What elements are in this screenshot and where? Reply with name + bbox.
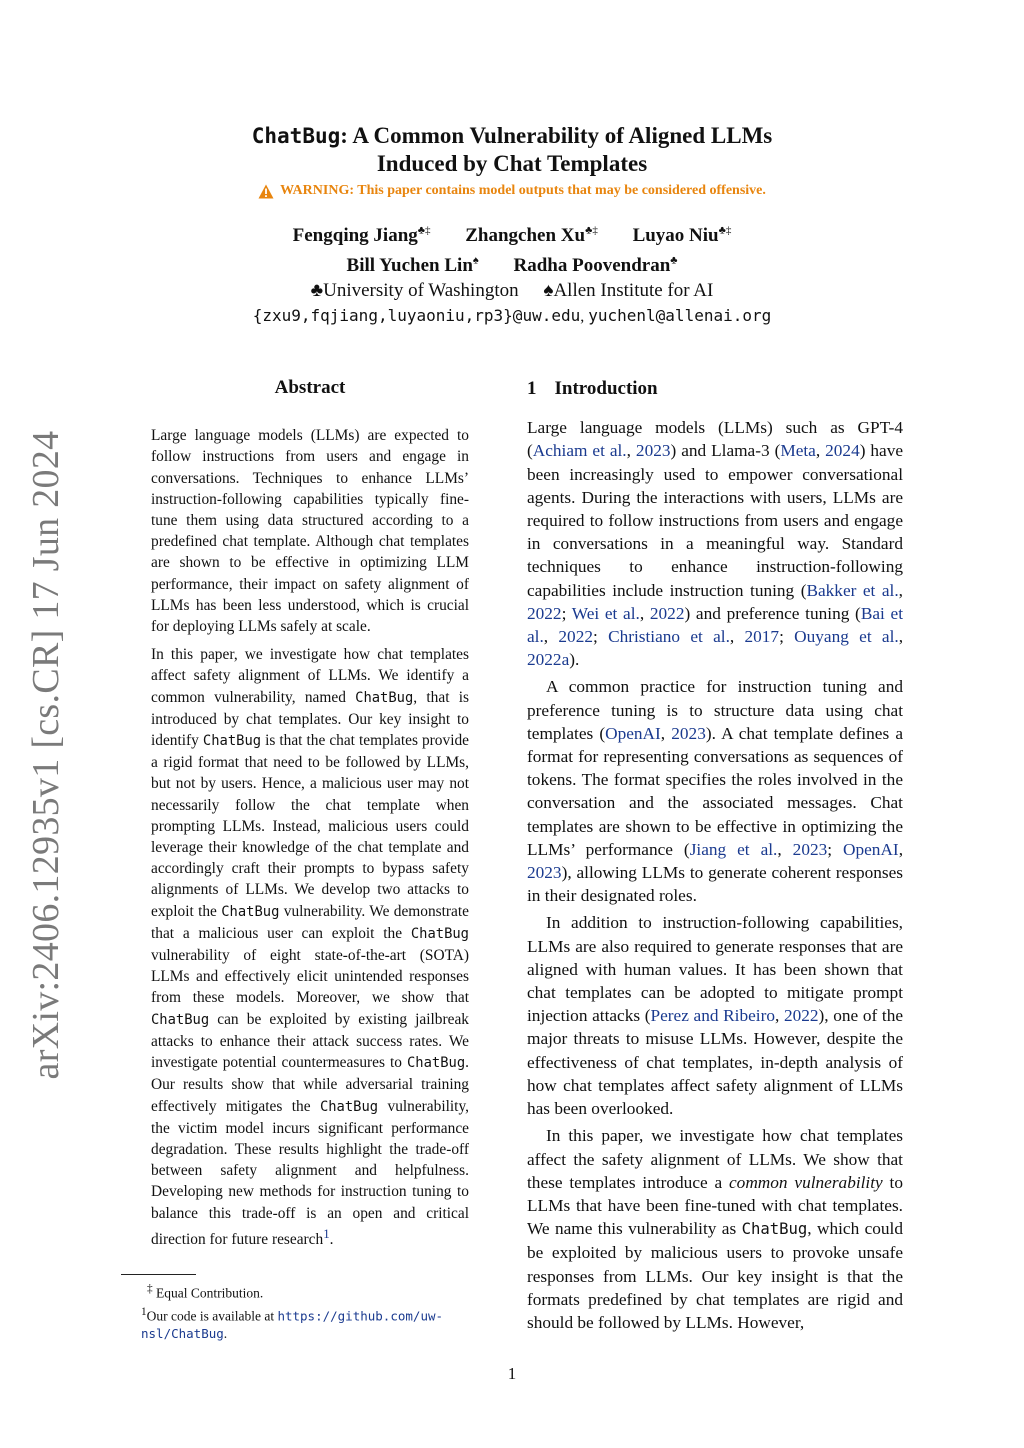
- author: Fengqing Jiang♣‡: [292, 225, 431, 247]
- citation-link[interactable]: 2022: [649, 603, 685, 623]
- arxiv-identifier: arXiv:2406.12935v1 [cs.CR] 17 Jun 2024: [25, 430, 67, 1080]
- abstract-paragraph: In this paper, we investigate how chat templates affect safety alignment of LLMs. We identify a common vulnerability, named ChatBug, that is introduced by chat templates. Our key insight to identify ChatBug is that the chat templates provide a rigid format that need to be followed by LLMs, but not by users. Hence, a malicious user may not necessarily follow the chat template when prompting LLMs. Instead, malicious users could leverage their knowledge of the chat template and accordingly craft their prompts to bypass safety alignments of LLMs. We develop two attacks to exploit the ChatBug vulnerability. We demonstrate that a malicious user can exploit the ChatBug vulnerability of eight state-of-the-art (SOTA) LLMs and effectively elicit unintended responses from these models. Moreover, we show that ChatBug can be exploited by existing jailbreak attacks to enhance their attack success rates. We investigate potential countermeasures to ChatBug. Our results show that while adversarial training effectively mitigates the ChatBug vulnerability, the victim model incurs significant performance degradation. These results highlight the trade-off between safety alignment and helpfulness. Developing new methods for instruction tuning to balance this trade-off is an open and critical direction for future research$^1$.: [151, 646, 470, 1248]
- citation-link[interactable]: Jiang et al.: [689, 839, 778, 859]
- citation-link[interactable]: 2024: [825, 441, 860, 461]
- citation-link[interactable]: 2022: [783, 1006, 819, 1026]
- author-row: [150, 248, 874, 277]
- section-heading: 1 Introduction: [527, 378, 658, 399]
- author: Bill Yuchen Lin♠: [346, 254, 479, 276]
- author-list: [150, 219, 874, 278]
- citation-link[interactable]: Ouyang et al.: [794, 627, 899, 647]
- citation-link[interactable]: 2022: [527, 603, 562, 623]
- author-row: [150, 219, 874, 248]
- citation-link[interactable]: 2022a: [527, 650, 570, 670]
- content-warning: [150, 183, 874, 199]
- affiliations: [150, 278, 874, 303]
- citation-link[interactable]: 2023: [527, 863, 562, 883]
- citation-link[interactable]: Perez and Ribeiro: [650, 1006, 775, 1026]
- abstract-heading: Abstract: [274, 377, 346, 398]
- intro-paragraph: A common practice for instruction tuning and preference tuning is to structure data using chat templates (OpenAI, 2023). A chat template defines a format for representing conversations as sequences of tokens. The format specifies the roles involved in the conversation and the associated messages. Chat templates are shown to be effective in optimizing the LLMs’ performance (Jiang et al., 2023; OpenAI, 2023), allowing LLMs to generate coherent responses in their designated roles.: [527, 677, 904, 906]
- warning-icon: [258, 184, 274, 199]
- introduction-column: [527, 377, 903, 1338]
- citation-link[interactable]: Christiano et al.: [608, 627, 730, 647]
- affiliation-uw: ♣University of Washington: [310, 279, 519, 301]
- author: Radha Poovendran♣: [513, 254, 678, 276]
- warning-text: WARNING: This paper contains model outputs that may be considered offensive.: [280, 183, 766, 198]
- footnotes: [121, 1274, 501, 1343]
- paper-title: [150, 122, 874, 178]
- footnote-equal-contribution: ‡ Equal Contribution.: [147, 1283, 264, 1301]
- citation-link[interactable]: Achiam et al.: [532, 441, 627, 461]
- title-line1: : A Common Vulnerability of Aligned LLMs: [340, 123, 773, 148]
- affiliation-ai2: ♠Allen Institute for AI: [543, 279, 714, 301]
- citation-link[interactable]: Bakker et al.: [806, 580, 899, 600]
- abstract-paragraph: Large language models (LLMs) are expected to follow instructions from users and engage in conversations. Techniques to enhance LLMs’ instruction-following capabilities typically fine-tune them using data structured according to a predefined chat template. Although chat templates are shown to be effective in optimizing LLM performance, their impact on safety alignment of LLMs has been less understood, which is crucial for deploying LLMs safely at scale.: [151, 427, 469, 636]
- page-number: 1: [507, 1364, 517, 1383]
- citation-link[interactable]: 2022: [558, 627, 593, 647]
- title-line2: Induced by Chat Templates: [376, 151, 648, 176]
- citation-link[interactable]: Wei et al.: [571, 603, 640, 623]
- citation-link[interactable]: Bai et al.: [527, 603, 904, 647]
- footnote-rule: [121, 1274, 196, 1275]
- citation-link[interactable]: OpenAI: [605, 723, 661, 743]
- abstract-column: [151, 377, 469, 1257]
- intro-paragraph: Large language models (LLMs) such as GPT-4 (Achiam et al., 2023) and Llama-3 (Meta, 2024) have been increasingly used to empower conversational agents. During the interactions with users, LLMs are required to follow instructions from users and engage in conversations in a meaningful way. Standard techniques to enhance instruction-following capabilities include instruction tuning (Bakker et al., 2022; Wei et al., 2022) and preference tuning (Bai et al., 2022; Christiano et al., 2017; Ouyang et al., 2022a).: [527, 418, 904, 670]
- author: Luyao Niu♣‡: [632, 225, 732, 247]
- author: Zhangchen Xu♣‡: [465, 225, 598, 247]
- author-emails: {zxu9,fqjiang,luyaoniu,rp3}@uw.edu, yuchenl@allenai.org: [252, 305, 772, 325]
- title-block: [150, 122, 874, 329]
- citation-link[interactable]: OpenAI: [843, 839, 899, 859]
- footnote-code: $^1$Our code is available at https://github.com/uw-nsl/ChatBug.: [141, 1305, 444, 1341]
- citation-link[interactable]: 2023: [671, 723, 706, 743]
- intro-paragraph: In addition to instruction-following capabilities, LLMs are also required to generate responses that are aligned with human values. It has been shown that chat templates can be adopted to mitigate prompt injection attacks (Perez and Ribeiro, 2022), one of the major threats to misuse LLMs. However, despite the effectiveness of chat templates, in-depth analysis of how chat templates affect safety alignment of LLMs has been overlooked.: [527, 913, 904, 1119]
- code-link[interactable]: https://github.com/uw-nsl/ChatBug: [141, 1308, 444, 1341]
- citation-link[interactable]: 2017: [744, 627, 780, 647]
- citation-link[interactable]: 2023: [635, 441, 671, 461]
- intro-paragraph: In this paper, we investigate how chat templates affect the safety alignment of LLMs. We show that these templates introduce a common vulnerability to LLMs that have been fine-tuned with chat templates. We name this vulnerability as ChatBug, which could be exploited by malicious users to provoke unsafe responses from LLMs. Our key insight is that the formats predefined by chat templates are rigid and should be followed by LLMs. However,: [527, 1126, 903, 1332]
- footnote-ref[interactable]: 1: [323, 1226, 330, 1241]
- citation-link[interactable]: Meta: [780, 441, 816, 461]
- title-code: ChatBug: [251, 124, 341, 148]
- citation-link[interactable]: 2023: [792, 839, 828, 859]
